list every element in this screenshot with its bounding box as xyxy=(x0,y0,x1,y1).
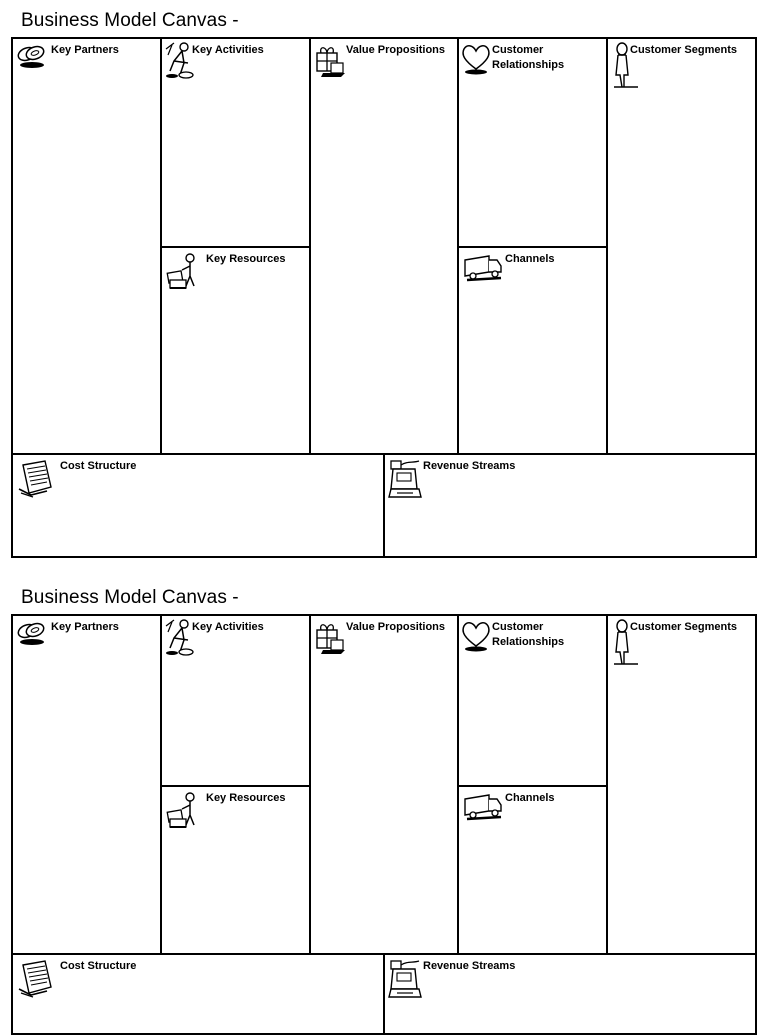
business-model-canvas xyxy=(11,37,757,558)
key-resources-block[interactable] xyxy=(162,248,309,453)
heart-icon xyxy=(461,43,491,75)
cost-structure-block[interactable] xyxy=(13,455,383,556)
cost-structure-block[interactable] xyxy=(13,955,383,1035)
chain-link-icon xyxy=(15,620,47,646)
invoice-icon xyxy=(17,459,59,499)
business-model-canvas xyxy=(11,614,757,1035)
customer-segments-block[interactable] xyxy=(608,616,755,953)
chain-link-icon xyxy=(15,43,47,69)
block-label: Key Activities xyxy=(192,44,264,56)
gift-icon xyxy=(313,41,347,77)
block-label: Customer Relationships xyxy=(492,621,565,648)
block-label: Channels xyxy=(505,253,555,265)
revenue-streams-block[interactable] xyxy=(385,455,755,556)
block-label: Cost Structure xyxy=(60,960,137,972)
resources-icon xyxy=(166,252,200,292)
truck-icon xyxy=(463,789,503,821)
block-label: Key Resources xyxy=(206,792,286,804)
invoice-icon xyxy=(17,959,59,999)
gift-icon xyxy=(313,618,347,654)
resources-icon xyxy=(166,791,200,831)
value-propositions-block[interactable] xyxy=(311,616,457,953)
key-partners-block[interactable] xyxy=(13,616,160,953)
canvas-title: Business Model Canvas - xyxy=(21,10,239,31)
heart-icon xyxy=(461,620,491,652)
canvas-title: Business Model Canvas - xyxy=(21,587,239,608)
worker-icon xyxy=(164,618,194,656)
block-label: Key Resources xyxy=(206,253,286,265)
revenue-streams-block[interactable] xyxy=(385,955,755,1035)
channels-block[interactable] xyxy=(459,248,606,453)
block-label: Key Activities xyxy=(192,621,264,633)
block-label: Channels xyxy=(505,792,555,804)
block-label: Value Propositions xyxy=(346,621,446,633)
cash-register-icon xyxy=(387,957,427,1001)
channels-block[interactable] xyxy=(459,787,606,953)
block-label: Customer Segments xyxy=(630,621,737,633)
block-label: Customer Segments xyxy=(630,44,737,56)
key-activities-block[interactable] xyxy=(162,616,309,785)
truck-icon xyxy=(463,250,503,282)
worker-icon xyxy=(164,41,194,79)
customer-relationships-block[interactable] xyxy=(459,616,606,785)
block-label: Value Propositions xyxy=(346,44,446,56)
key-resources-block[interactable] xyxy=(162,787,309,953)
customer-relationships-block[interactable] xyxy=(459,39,606,246)
block-label: Revenue Streams xyxy=(423,960,516,972)
customer-segments-block[interactable] xyxy=(608,39,755,453)
block-label: Customer Relationships xyxy=(492,44,565,71)
value-propositions-block[interactable] xyxy=(311,39,457,453)
block-label: Key Partners xyxy=(51,44,119,56)
key-activities-block[interactable] xyxy=(162,39,309,246)
cash-register-icon xyxy=(387,457,427,501)
block-label: Revenue Streams xyxy=(423,460,516,472)
key-partners-block[interactable] xyxy=(13,39,160,453)
block-label: Key Partners xyxy=(51,621,119,633)
block-label: Cost Structure xyxy=(60,460,137,472)
